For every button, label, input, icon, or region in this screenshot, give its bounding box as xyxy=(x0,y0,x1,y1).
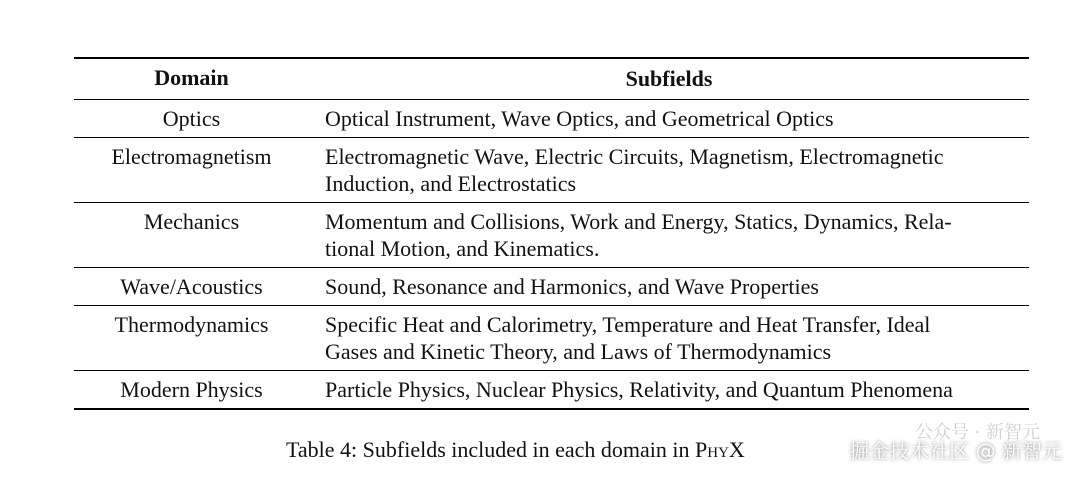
watermark-juejin: 掘金技术社区 @ 新智元 xyxy=(849,439,1062,463)
subfields-cell xyxy=(309,305,1029,370)
subfields-cell: Sound, Resonance and Harmonics, and Wave Properties xyxy=(325,273,819,299)
subfields-line: Electromagnetic Wave, Electric Circuits, Magnetism, Electromagnetic xyxy=(325,143,944,169)
table-row xyxy=(74,202,1029,267)
subfields-cell: Particle Physics, Nuclear Physics, Relativity, and Quantum Phenomena xyxy=(325,376,953,402)
subfields-line: Gases and Kinetic Theory, and Laws of Thermodynamics xyxy=(325,338,832,364)
subfields-table xyxy=(74,57,1029,410)
domain-cell: Modern Physics xyxy=(120,376,263,402)
subfields-line: Induction, and Electrostatics xyxy=(325,170,577,196)
domain-cell: Thermodynamics xyxy=(114,311,269,337)
table-header-row xyxy=(74,58,1029,99)
table-row xyxy=(74,267,1029,305)
caption-dataset-name: PhyX xyxy=(695,437,745,462)
table-row xyxy=(74,370,1029,409)
domain-cell: Mechanics xyxy=(143,208,240,234)
header-subfields: Subfields xyxy=(625,66,713,92)
table-caption xyxy=(286,436,745,463)
header-domain: Domain xyxy=(154,65,229,90)
subfields-cell xyxy=(309,202,1029,267)
subfields-line: tional Motion, and Kinematics. xyxy=(325,235,600,261)
domain-cell: Optics xyxy=(162,105,221,131)
subfields-line: Momentum and Collisions, Work and Energy, Statics, Dynamics, Rela- xyxy=(325,208,952,234)
caption-prefix: Table 4: Subfields included in each domain in xyxy=(286,437,696,462)
domain-cell: Electromagnetism xyxy=(111,143,272,169)
subfields-line: Specific Heat and Calorimetry, Temperature and Heat Transfer, Ideal xyxy=(325,311,931,337)
table-row xyxy=(74,305,1029,370)
domain-cell: Wave/Acoustics xyxy=(120,273,263,299)
watermark-wechat: 公众号 · 新智元 xyxy=(914,422,1040,443)
subfields-cell xyxy=(309,137,1029,202)
subfields-cell: Optical Instrument, Wave Optics, and Geometrical Optics xyxy=(325,105,834,131)
table-row xyxy=(74,137,1029,202)
table-row xyxy=(74,99,1029,137)
